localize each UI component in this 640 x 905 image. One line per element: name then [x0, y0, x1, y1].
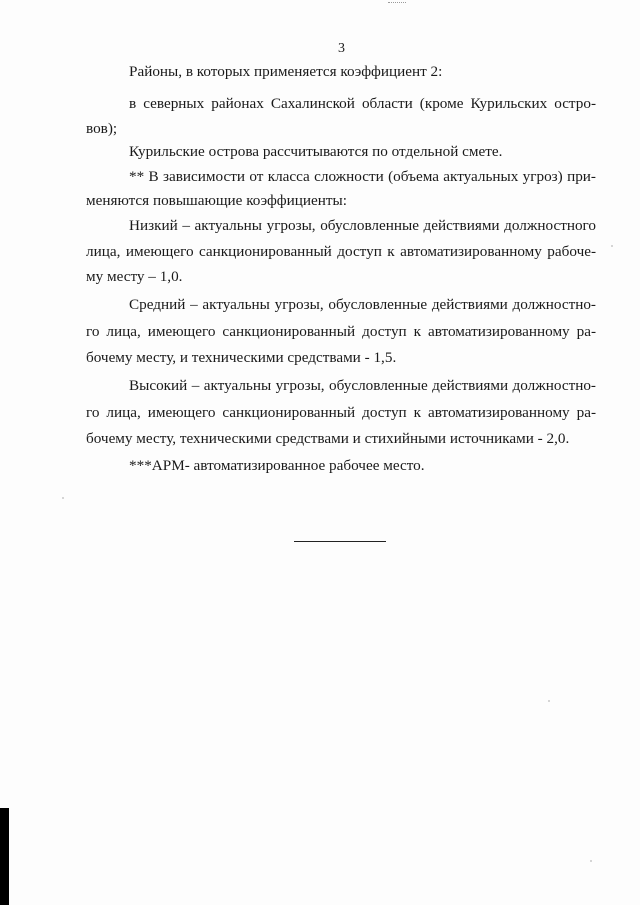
paragraph-line: му месту – 1,0.	[86, 268, 183, 285]
paragraph-line: вов);	[86, 120, 118, 137]
page-number: 3	[338, 41, 345, 56]
paragraph-line: го лица, имеющего санкционированный доступ к автоматизированному ра-	[86, 404, 596, 421]
paragraph-line: в северных районах Сахалинской области (кроме Курильских остро-	[129, 95, 596, 112]
paragraph-line: меняются повышающие коэффициенты:	[86, 192, 347, 209]
scan-speck	[611, 245, 613, 247]
paragraph-line: ** В зависимости от класса сложности (объема актуальных угроз) при-	[129, 168, 596, 185]
paragraph-line: Средний – актуальны угрозы, обусловленные действиями должностно-	[129, 296, 596, 313]
paragraph-line: Высокий – актуальны угрозы, обусловленные действиями должностно-	[129, 377, 596, 394]
paragraph-line: бочему месту, и техническими средствами - 1,5.	[86, 349, 397, 366]
paragraph-line: Низкий – актуальны угрозы, обусловленные действиями должностного	[129, 217, 596, 234]
scan-speck	[548, 700, 550, 702]
scan-speck	[62, 497, 64, 499]
paragraph-line: лица, имеющего санкционированный доступ к автоматизированному рабоче-	[86, 243, 596, 260]
paragraph-line: Курильские острова рассчитываются по отдельной смете.	[129, 143, 503, 160]
closing-rule	[294, 541, 386, 542]
paragraph-line: го лица, имеющего санкционированный доступ к автоматизированному ра-	[86, 323, 596, 340]
scan-speck	[590, 860, 592, 862]
paragraph-line: бочему месту, техническими средствами и стихийными источниками - 2,0.	[86, 430, 570, 447]
scan-edge-bar	[0, 808, 9, 905]
paragraph-line: Районы, в которых применяется коэффициент 2:	[129, 63, 443, 80]
paragraph-line: ***АРМ- автоматизированное рабочее место.	[129, 457, 425, 474]
top-scan-mark	[388, 2, 406, 3]
